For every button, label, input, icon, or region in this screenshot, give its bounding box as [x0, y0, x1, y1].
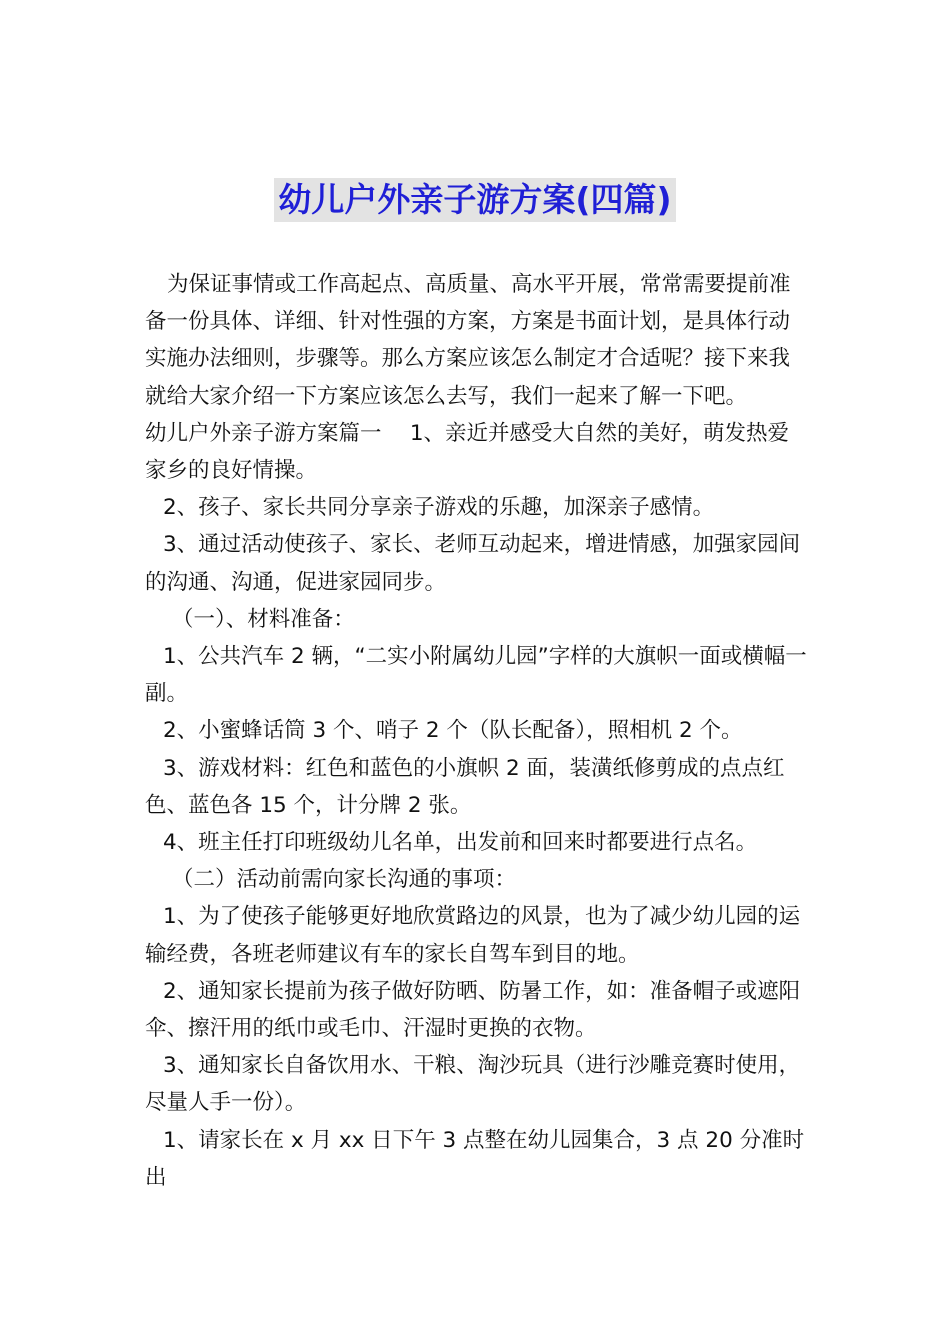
parent-notice-item-2: 2、通知家长提前为孩子做好防晒、防暑工作，如：准备帽子或遮阳伞、擦汗用的纸巾或毛巾、汗湿时更换的衣物。 — [145, 978, 801, 1042]
intro-paragraph: 为保证事情或工作高起点、高质量、高水平开展，常常需要提前准备一份具体、详细、针对性强的方案，方案是书面计划，是具体行动实施办法细则，步骤等。那么方案应该怎么制定才合适呢？接下来我就给大家介绍一下方案应该怎么去写，我们一起来了解一下吧。 — [145, 272, 791, 409]
materials-item-2: 2、小蜜蜂话筒 3 个、哨子 2 个（队长配备），照相机 2 个。 — [163, 718, 743, 744]
title-container — [0, 178, 950, 222]
materials-item-3: 3、游戏材料：红色和蓝色的小旗帜 2 面，装潢纸修剪成的点点红色、蓝色各 15 个，计分牌 2 张。 — [145, 755, 785, 818]
schedule-item-1: 1、请家长在 x 月 xx 日下午 3 点整在幼儿园集合，3 点 20 分准时出 — [145, 1127, 805, 1190]
materials-heading: （一）、材料准备： — [172, 606, 355, 632]
parent-notice-item-1: 1、为了使孩子能够更好地欣赏路边的风景，也为了减少幼儿园的运输经费，各班老师建议有车的家长自驾车到目的地。 — [145, 904, 801, 967]
materials-item-1: 1、公共汽车 2 辆，“二实小附属幼儿园”字样的大旗帜一面或横幅一副。 — [145, 644, 807, 707]
parent-notice-heading: （二）活动前需向家长沟通的事项： — [172, 867, 517, 893]
goal-item-2: 2、孩子、家长共同分享亲子游戏的乐趣，加深亲子感情。 — [163, 495, 715, 521]
document-body — [145, 266, 809, 1196]
section-one-heading-paragraph: 幼儿户外亲子游方案篇一 1、亲近并感受大自然的美好，萌发热爱家乡的良好情操。 — [145, 420, 790, 484]
goal-item-3: 3、通过活动使孩子、家长、老师互动起来，增进情感，加强家园间的沟通、沟通，促进家园同步。 — [145, 532, 801, 595]
parent-notice-item-3: 3、通知家长自备饮用水、干粮、淘沙玩具（进行沙雕竞赛时使用，尽量人手一份）。 — [145, 1053, 801, 1116]
materials-item-4: 4、班主任打印班级幼儿名单，出发前和回来时都要进行点名。 — [163, 830, 758, 856]
document-title: 幼儿户外亲子游方案(四篇) — [274, 178, 675, 222]
